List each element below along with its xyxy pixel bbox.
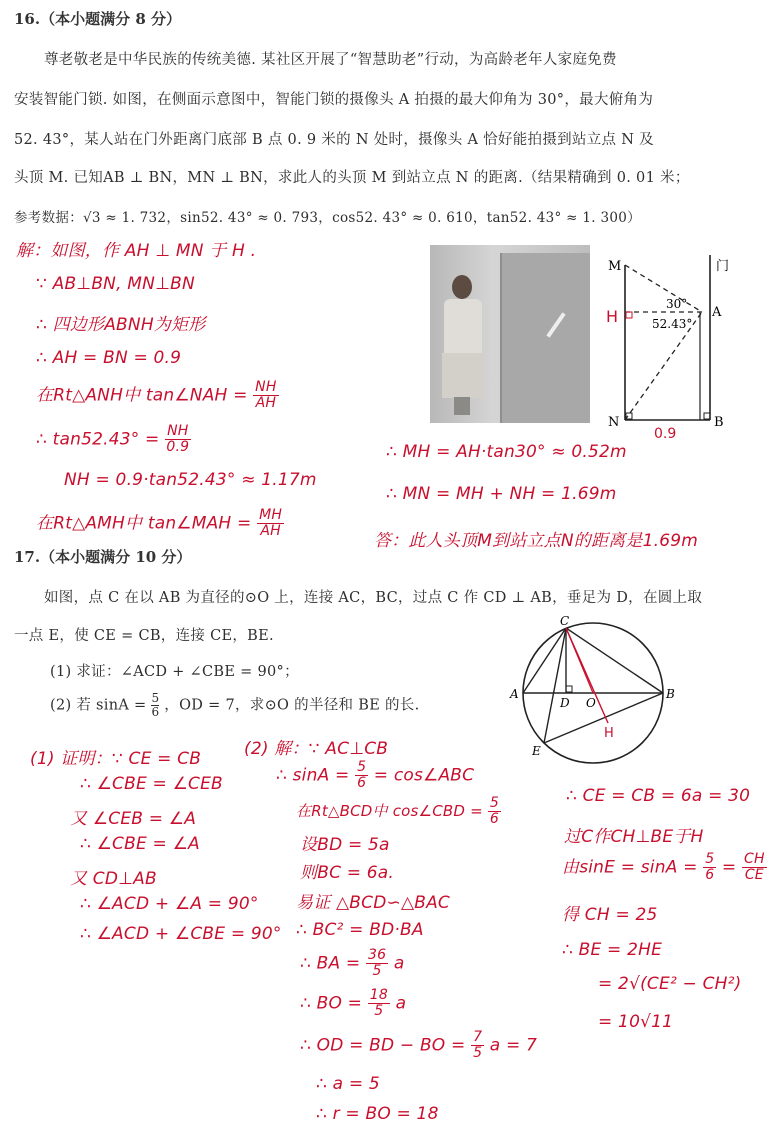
right-angle-b <box>704 413 710 419</box>
angle-52-label: 52.43° <box>652 317 693 331</box>
hw16-line8-text: 在Rt△AMH中 tan∠MAH = <box>36 513 252 534</box>
fraction-numerator: 36 <box>367 947 387 963</box>
label-door: 门 <box>716 259 730 274</box>
hw17b-line10-fraction <box>471 1030 484 1061</box>
hw16-right-line1: ∴ MH = AH·tan30° ≈ 0.52m <box>386 442 627 462</box>
part2-text-a: (2) 若 sinA = <box>50 697 147 714</box>
fraction-numerator: NH <box>255 379 277 395</box>
hw17b-line10 <box>300 1030 537 1061</box>
person-head-image <box>452 275 472 299</box>
label-b: B <box>714 415 724 430</box>
hw17b-line9-text-b: a <box>395 993 407 1014</box>
angle-30-label: 30° <box>666 297 688 311</box>
q17-heading: 17.（本小题满分 10 分） <box>14 548 192 566</box>
fraction-numerator: CH <box>743 851 765 867</box>
hw17a-line2: ∴ ∠CBE = ∠CEB <box>80 774 223 794</box>
hw17b-line2-text-b: = cos∠ABC <box>373 765 475 786</box>
label-c: C <box>560 615 570 628</box>
hw16-line5-fraction <box>253 380 278 411</box>
hw17c-line3-fraction2 <box>742 852 767 883</box>
hw17a-line7: ∴ ∠ACD + ∠CBE = 90° <box>80 924 282 944</box>
hw17b-line9 <box>300 988 406 1019</box>
fraction-numerator: 5 <box>489 795 499 811</box>
hw16-line8-fraction <box>257 508 284 539</box>
hw17b-line5: 则BC = 6a. <box>300 863 395 883</box>
label-a: A <box>510 687 519 701</box>
hw17a-line4: ∴ ∠CBE = ∠A <box>80 834 200 854</box>
hw16-line6 <box>36 424 191 455</box>
hw16-line2: ∵ AB⊥BN, MN⊥BN <box>36 274 195 294</box>
hw17c-line5: ∴ BE = 2HE <box>562 940 663 960</box>
label-h: H <box>606 307 619 326</box>
door-lock-photo <box>430 245 590 423</box>
hw17b-line3-text: 在Rt△BCD中 cos∠CBD = <box>296 802 483 820</box>
q17-text-line1: 如图，点 C 在以 AB 为直径的⊙O 上，连接 AC，BC，过点 C 作 CD ⊥ AB，垂足为 D，在圆上取 <box>44 590 703 606</box>
label-d: D <box>560 696 570 710</box>
hw16-line4: ∴ AH = BN = 0.9 <box>36 348 182 368</box>
q16-diagram <box>600 250 770 440</box>
fraction-denominator: AH <box>255 395 277 411</box>
q17-part1: (1) 求证：∠ACD + ∠CBE = 90°； <box>50 664 299 680</box>
hw17b-line2-fraction <box>355 760 368 791</box>
fraction-numerator: 18 <box>369 987 388 1003</box>
fraction-numerator: MH <box>259 507 283 523</box>
q16-text-line4: 头顶 M. 已知AB ⊥ BN，MN ⊥ BN，求此人的头顶 M 到站立点 N 的距离.（结果精确到 0. 01 米； <box>14 170 690 186</box>
hw17b-line12: ∴ r = BO = 18 <box>316 1104 439 1124</box>
fraction-numerator: NH <box>167 423 189 439</box>
fraction-numerator: 5 <box>151 691 160 705</box>
fraction-denominator: 5 <box>473 1045 483 1061</box>
hw17b-line3 <box>296 796 501 827</box>
hw16-line5 <box>36 380 279 411</box>
label-o: O <box>586 696 596 710</box>
fraction-numerator: 5 <box>705 851 715 867</box>
fraction-denominator: 5 <box>374 1003 384 1019</box>
hw17c-line2: 过C作CH⊥BE于H <box>564 827 704 847</box>
hw17a-line3: 又 ∠CEB = ∠A <box>70 809 197 829</box>
person-skirt-image <box>442 353 484 398</box>
hw17c-line6: = 2√(CE² − CH²) <box>598 974 742 994</box>
q16-reference-data: 参考数据：√3 ≈ 1. 732，sin52. 43° ≈ 0. 793，cos52. 43° ≈ 0. 610，tan52. 43° ≈ 1. 300） <box>14 210 641 226</box>
door-image <box>500 253 590 423</box>
fraction-denominator: 5 <box>372 963 382 979</box>
part2-fraction <box>151 692 159 719</box>
hw17a-line6: ∴ ∠ACD + ∠A = 90° <box>80 894 259 914</box>
fraction-denominator: 0.9 <box>166 439 190 455</box>
hw17b-line8-text: ∴ BA = <box>300 953 361 974</box>
hw17b-line4: 设BD = 5a <box>300 835 390 855</box>
hw17b-line2-text: ∴ sinA = <box>276 765 350 786</box>
fraction-denominator: 6 <box>151 705 160 719</box>
hw17c-line7: = 10√11 <box>598 1012 674 1032</box>
bn-length-label: 0.9 <box>654 426 677 440</box>
right-angle-d <box>566 686 572 692</box>
label-b: B <box>666 687 675 701</box>
q16-text-line3: 52. 43°，某人站在门外距离门底部 B 点 0. 9 米的 N 处时，摄像头 A 恰好能拍摄到站立点 N 及 <box>14 132 654 148</box>
q17-text-line2: 一点 E，使 CE = CB，连接 CE，BE. <box>14 628 274 644</box>
fraction-denominator: 6 <box>489 811 499 827</box>
hw17c-line3-fraction <box>703 852 716 883</box>
hw16-line5-text: 在Rt△ANH中 tan∠NAH = <box>36 385 248 406</box>
hw16-line6-text: ∴ tan52.43° = <box>36 429 160 450</box>
hw17b-line8-fraction <box>366 948 388 979</box>
fraction-denominator: 6 <box>705 867 715 883</box>
hw17b-line8 <box>300 948 404 979</box>
q16-heading: 16.（本小题满分 8 分） <box>14 10 181 28</box>
hw17c-line3-text-b: = <box>721 857 737 878</box>
hw17c-line3 <box>562 852 767 883</box>
hw17b-line1: (2) 解：∵ AC⊥CB <box>244 739 389 759</box>
hw17c-line1: ∴ CE = CB = 6a = 30 <box>566 786 751 806</box>
q16-text-line2: 安装智能门锁. 如图，在侧面示意图中，智能门锁的摄像头 A 拍摄的最大仰角为 30°，最大俯角为 <box>14 92 654 108</box>
q16-text-line1: 尊老敬老是中华民族的传统美德. 某社区开展了“智慧助老”行动，为高龄老年人家庭免费 <box>44 52 617 68</box>
hw17b-line8-text-b: a <box>393 953 405 974</box>
q17-part2 <box>50 692 420 719</box>
hw17b-line10-text: ∴ OD = BD − BO = <box>300 1035 466 1056</box>
hw17c-line3-text: 由sinE = sinA = <box>562 857 698 878</box>
fraction-denominator: AH <box>260 523 281 539</box>
label-a: A <box>712 305 722 320</box>
fraction-numerator: 5 <box>357 759 367 775</box>
am-dashed-line <box>625 265 702 312</box>
hw17b-line10-text-b: a = 7 <box>489 1035 538 1056</box>
person-body-image <box>444 299 482 357</box>
q17-diagram <box>508 615 678 775</box>
hw17b-line6: 易证 △BCD∽△BAC <box>296 893 450 913</box>
hw17b-line9-fraction <box>368 988 390 1019</box>
hw17a-line5: 又 CD⊥AB <box>70 869 157 889</box>
label-n: N <box>608 415 620 430</box>
hw17b-line7: ∴ BC² = BD·BA <box>296 920 424 940</box>
hw16-answer: 答：此人头顶M到站立点N的距离是1.69m <box>374 531 698 551</box>
part2-text-b: ，OD = 7，求⊙O 的半径和 BE 的长. <box>164 697 420 714</box>
fraction-denominator: CE <box>744 867 764 883</box>
hw17b-line11: ∴ a = 5 <box>316 1074 380 1094</box>
fraction-denominator: 6 <box>357 775 367 791</box>
hw17b-line2 <box>276 760 474 791</box>
label-m: M <box>608 259 622 274</box>
hw17a-line1: (1) 证明：∵ CE = CB <box>30 749 202 769</box>
hw17c-line4: 得 CH = 25 <box>562 905 658 925</box>
hw17b-line3-fraction <box>488 796 501 827</box>
hw16-line8 <box>36 508 284 539</box>
hw16-line6-fraction <box>165 424 190 455</box>
right-angle-h <box>626 312 632 318</box>
label-h: H <box>604 726 614 741</box>
hw16-line3: ∴ 四边形ABNH为矩形 <box>36 315 206 335</box>
label-e: E <box>532 744 541 758</box>
hw17b-line9-text: ∴ BO = <box>300 993 363 1014</box>
hw16-line1: 解：如图，作 AH ⊥ MN 于 H . <box>16 241 257 261</box>
hw16-line7: NH = 0.9·tan52.43° ≈ 1.17m <box>64 470 317 490</box>
person-legs-image <box>454 397 470 415</box>
fraction-numerator: 7 <box>473 1029 483 1045</box>
hw16-right-line2: ∴ MN = MH + NH = 1.69m <box>386 484 617 504</box>
